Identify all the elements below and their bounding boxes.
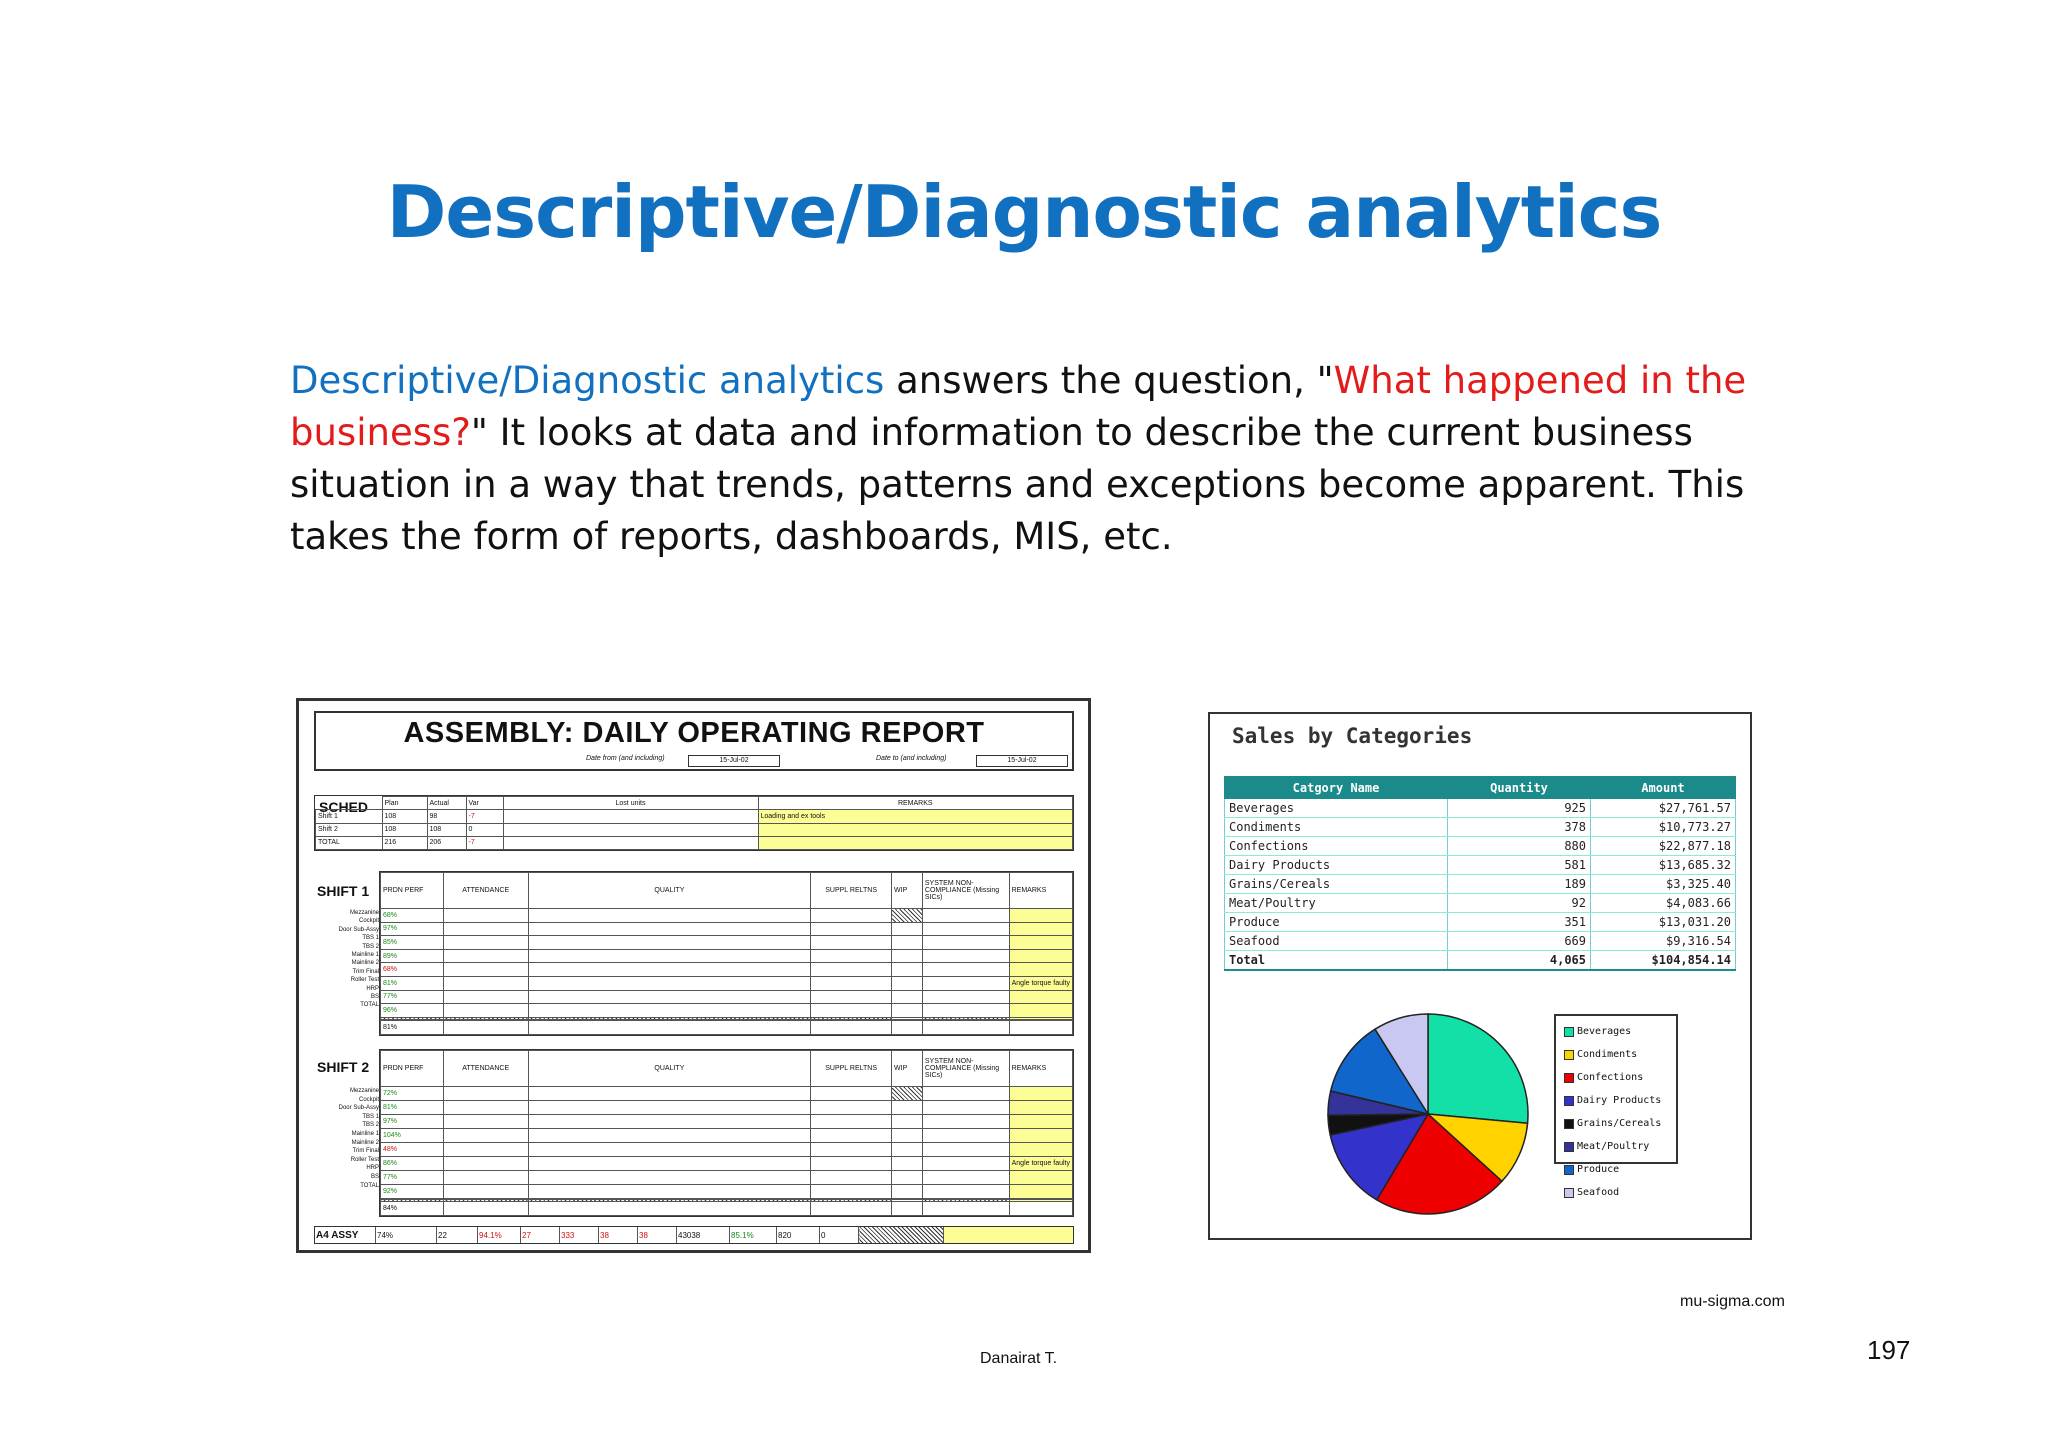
legend-swatch: [1564, 1073, 1574, 1083]
body-term: Descriptive/Diagnostic analytics: [290, 359, 885, 402]
pie-legend: [1554, 1014, 1678, 1198]
legend-item: Dairy Products: [1564, 1089, 1668, 1112]
col-category: Catgory Name: [1225, 777, 1448, 799]
body-question: What happened in the business?: [290, 359, 1747, 454]
legend-item: Meat/Poultry: [1564, 1135, 1668, 1158]
table-row: Seafood 669 $9,316.54: [1225, 932, 1736, 951]
table-row: Beverages 925 $27,761.57: [1225, 799, 1736, 818]
author: Danairat T.: [980, 1350, 1058, 1367]
a4-assy-row: A4 ASSY 74% 22 94.1% 27 333 38 38 43038 85.1% 820 0: [314, 1226, 1074, 1244]
table-total-row: Total 4,065 $104,854.14: [1225, 951, 1736, 971]
slide-body: [290, 355, 1750, 563]
col-amount: Amount: [1591, 777, 1736, 799]
source-credit: mu-sigma.com: [1680, 1293, 1785, 1310]
sched-label: SCHED: [319, 799, 369, 815]
daily-operating-report: [296, 698, 1091, 1253]
table-row: Grains/Cereals 189 $3,325.40: [1225, 875, 1736, 894]
legend-item: Beverages: [1564, 1020, 1668, 1043]
pie-slice-beverages: [1428, 1014, 1528, 1123]
sales-by-categories-panel: [1208, 712, 1752, 1240]
legend-swatch: [1564, 1165, 1574, 1175]
shift1-table: PRDN PERF ATTENDANCE QUALITY SUPPL RELTNS WIP SYSTEM NON-COMPLIANCE (Missing SICs) REMARKS 68% 97% 85% 89% 68% 81% Angle torque faulty 77% 96% 81%: [379, 871, 1074, 1036]
category-table: [1224, 776, 1736, 971]
legend-swatch: [1564, 1142, 1574, 1152]
table-row: Condiments 378 $10,773.27: [1225, 818, 1736, 837]
page-number: 197: [1867, 1335, 1911, 1365]
shift2-row-labels: Mezzanine Cockpit Door Sub-Assy TBS 1 TBS 2 Mainline 1 Mainline 2 Trim Final Roller Test HRP BS TOTAL: [338, 1088, 379, 1189]
slide-title: Descriptive/Diagnostic analytics: [386, 170, 1662, 254]
shift2-table: PRDN PERF ATTENDANCE QUALITY SUPPL RELTNS WIP SYSTEM NON-COMPLIANCE (Missing SICs) REMARKS 72% 81% 97% 104% 48% 86% Angle torque faulty 77% 92% 84%: [379, 1049, 1074, 1217]
table-row: Dairy Products 581 $13,685.32: [1225, 856, 1736, 875]
date-to-label: Date to (and including): [876, 755, 947, 762]
body-part2: " It looks at data and information to describe the current business situation in a way that trends, patterns and exceptions become apparent. This takes the form of reports, dashboards, MIS, etc.: [290, 411, 1745, 558]
shift1-row-labels: Mezzanine Cockpit Door Sub-Assy TBS 1 TBS 2 Mainline 1 Mainline 2 Trim Final Roller Test HRP BS TOTAL: [338, 910, 379, 1009]
table-row: Produce 351 $13,031.20: [1225, 913, 1736, 932]
table-row: Confections 880 $22,877.18: [1225, 837, 1736, 856]
body-part1: answers the question, ": [884, 359, 1334, 402]
table-row: Meat/Poultry 92 $4,083.66: [1225, 894, 1736, 913]
shift1-label: SHIFT 1: [317, 883, 370, 899]
sales-pie-chart: [1318, 1004, 1538, 1224]
date-to-value: 15-Jul-02: [976, 755, 1068, 767]
legend-item: Produce: [1564, 1158, 1668, 1181]
legend-swatch: [1564, 1027, 1574, 1037]
legend-swatch: [1564, 1188, 1574, 1198]
legend-swatch: [1564, 1050, 1574, 1060]
sched-table: Plan Actual Var Lost units REMARKS Shift 1 108 98 -7 Loading and ex tools Shift 2 108 108 0 TOTAL 216 206 -7: [314, 795, 1074, 851]
legend-item: Seafood: [1564, 1181, 1668, 1204]
legend-item: Confections: [1564, 1066, 1668, 1089]
legend-item: Grains/Cereals: [1564, 1112, 1668, 1135]
report-title: ASSEMBLY: DAILY OPERATING REPORT: [403, 717, 985, 749]
shift2-label: SHIFT 2: [317, 1059, 370, 1075]
legend-swatch: [1564, 1119, 1574, 1129]
date-from-value: 15-Jul-02: [688, 755, 780, 767]
legend-swatch: [1564, 1096, 1574, 1106]
col-quantity: Quantity: [1448, 777, 1591, 799]
date-from-label: Date from (and including): [586, 755, 665, 762]
legend-item: Condiments: [1564, 1043, 1668, 1066]
sales-title: Sales by Categories: [1232, 724, 1473, 748]
report-header: [314, 711, 1074, 771]
